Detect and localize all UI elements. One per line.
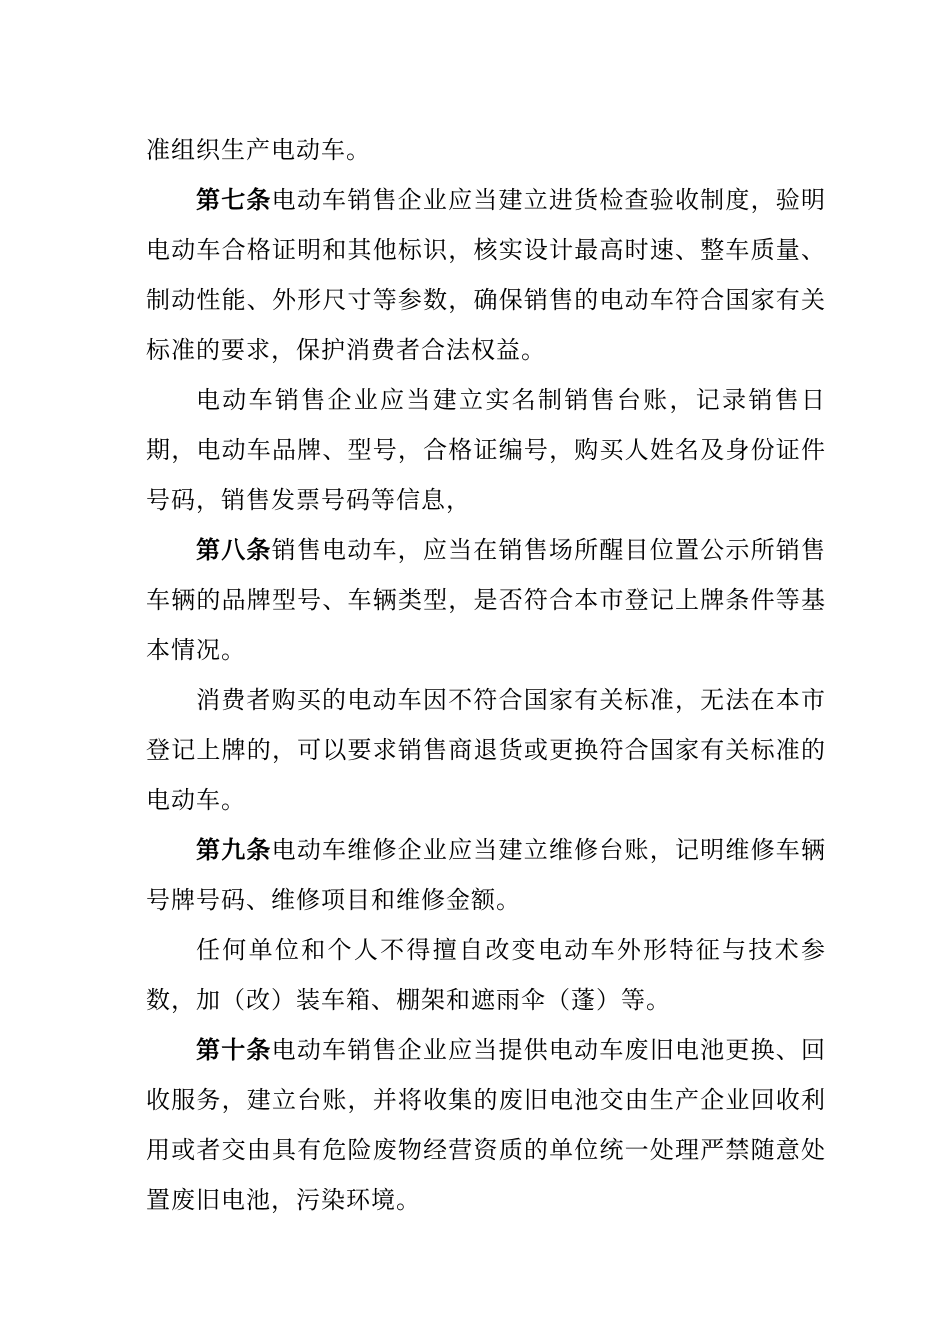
document-body (146, 125, 826, 1225)
paragraph-text: 任何单位和个人不得擅自改变电动车外形特征与技术参数，加（改）装车箱、棚架和遮雨伞（蓬）等。 (146, 936, 826, 1014)
paragraph-article-9-clause-2 (146, 925, 826, 1025)
paragraph-text: 电动车维修企业应当建立维修台账，记明维修车辆号牌号码、维修项目和维修金额。 (146, 836, 826, 914)
article-number: 第八条 (196, 536, 272, 564)
paragraph-article-7-clause-2 (146, 375, 826, 525)
article-number: 第七条 (196, 186, 272, 214)
paragraph-article-10 (146, 1025, 826, 1225)
paragraph-text: 电动车销售企业应当提供电动车废旧电池更换、回收服务，建立台账，并将收集的废旧电池交由生产企业回收利用或者交由具有危险废物经营资质的单位统一处理严禁随意处置废旧电池，污染环境。 (146, 1036, 826, 1214)
paragraph-article-8 (146, 525, 826, 675)
paragraph-article-9 (146, 825, 826, 925)
paragraph-text: 准组织生产电动车。 (146, 136, 371, 164)
paragraph-article-7 (146, 175, 826, 375)
article-number: 第九条 (196, 836, 272, 864)
article-number: 第十条 (196, 1036, 272, 1064)
paragraph-text: 消费者购买的电动车因不符合国家有关标准，无法在本市登记上牌的，可以要求销售商退货或更换符合国家有关标准的电动车。 (146, 686, 826, 814)
paragraph-continuation (146, 125, 826, 175)
paragraph-text: 电动车销售企业应当建立进货检查验收制度，验明电动车合格证明和其他标识，核实设计最高时速、整车质量、制动性能、外形尺寸等参数，确保销售的电动车符合国家有关标准的要求，保护消费者合法权益。 (146, 186, 826, 364)
paragraph-article-8-clause-2 (146, 675, 826, 825)
paragraph-text: 销售电动车，应当在销售场所醒目位置公示所销售车辆的品牌型号、车辆类型，是否符合本市登记上牌条件等基本情况。 (146, 536, 826, 664)
paragraph-text: 电动车销售企业应当建立实名制销售台账，记录销售日期，电动车品牌、型号，合格证编号，购买人姓名及身份证件号码，销售发票号码等信息， (146, 386, 826, 514)
